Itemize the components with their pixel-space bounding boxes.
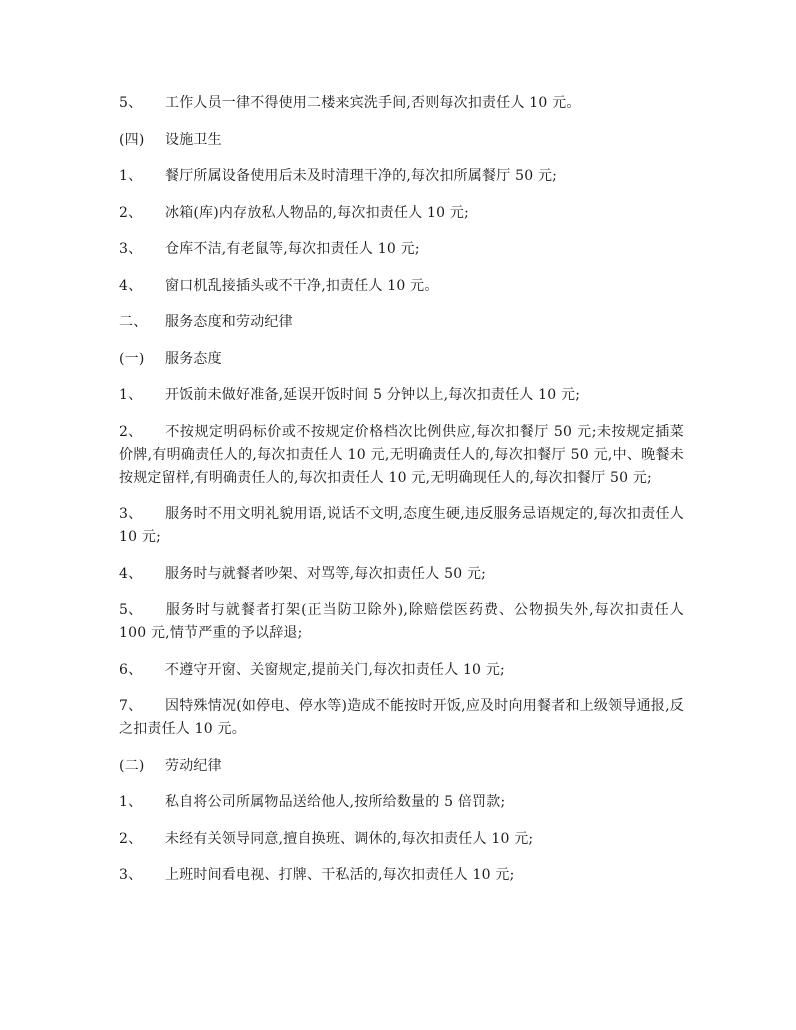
paragraph-1 — [119, 92, 684, 115]
item-text: 开饭前未做好准备,延误开饭时间 5 分钟以上,每次扣责任人 10 元; — [165, 387, 581, 403]
item-number: 1、 — [119, 168, 143, 184]
item-number: (四) — [119, 131, 145, 148]
paragraph-13 — [119, 599, 684, 645]
item-number: 4、 — [119, 277, 143, 294]
item-number: (二) — [119, 757, 145, 774]
paragraph-9 — [119, 384, 684, 407]
item-number: 3、 — [119, 241, 143, 257]
item-text: 服务态度 — [165, 350, 222, 367]
paragraph-12 — [119, 563, 684, 586]
paragraph-5 — [119, 238, 684, 261]
item-number: 2、 — [119, 204, 143, 221]
section-heading-service-attitude — [119, 348, 684, 371]
section-heading-service-discipline — [119, 311, 684, 334]
item-number: 1、 — [119, 387, 143, 403]
item-text: 劳动纪律 — [165, 757, 222, 774]
item-number: 5、 — [119, 602, 143, 618]
item-number: 3、 — [119, 867, 143, 883]
document-page — [119, 92, 684, 901]
paragraph-18 — [119, 828, 684, 851]
item-text: 不按规定明码标价或不按规定价格档次比例供应,每次扣餐厅 50 元;未按规定插菜价牌,有明确责任人的,每次扣责任人 10 元,无明确责任人的,每次扣餐厅 50 元,中、晚餐未按规定留样,有明确责任人的,每次扣责任人 10 元,无明确现任人的,每次扣餐厅 50 元; — [119, 423, 684, 486]
paragraph-10 — [119, 421, 684, 490]
paragraph-6 — [119, 275, 684, 298]
section-heading-facility-hygiene — [119, 129, 684, 152]
item-number: (一) — [119, 350, 145, 367]
paragraph-11 — [119, 503, 684, 549]
item-number: 3、 — [119, 506, 143, 522]
item-number: 6、 — [119, 661, 143, 678]
section-heading-labor-discipline — [119, 755, 684, 778]
item-text: 服务时与就餐者吵架、对骂等,每次扣责任人 50 元; — [165, 565, 487, 582]
item-text: 私自将公司所属物品送给他人,按所给数量的 5 倍罚款; — [165, 794, 506, 810]
paragraph-17 — [119, 791, 684, 814]
item-text: 因特殊情况(如停电、停水等)造成不能按时开饭,应及时向用餐者和上级领导通报,反之扣责任人 10 元。 — [119, 698, 684, 737]
item-text: 上班时间看电视、打牌、干私活的,每次扣责任人 10 元; — [165, 867, 515, 883]
item-number: 7、 — [119, 698, 143, 714]
item-number: 2、 — [119, 830, 143, 847]
item-text: 不遵守开窗、关窗规定,提前关门,每次扣责任人 10 元; — [165, 661, 505, 678]
item-number: 5、 — [119, 95, 143, 111]
item-number: 4、 — [119, 565, 143, 582]
paragraph-15 — [119, 695, 684, 741]
item-text: 窗口机乱接插头或不干净,扣责任人 10 元。 — [165, 277, 439, 294]
item-number: 2、 — [119, 423, 143, 440]
item-text: 服务时不用文明礼貌用语,说话不文明,态度生硬,违反服务忌语规定的,每次扣责任人 10 元; — [119, 506, 684, 545]
item-text: 工作人员一律不得使用二楼来宾洗手间,否则每次扣责任人 10 元。 — [165, 95, 581, 111]
paragraph-19 — [119, 864, 684, 887]
item-number: 1、 — [119, 794, 143, 810]
item-text: 未经有关领导同意,擅自换班、调休的,每次扣责任人 10 元; — [165, 830, 534, 847]
item-text: 服务时与就餐者打架(正当防卫除外),除赔偿医药费、公物损失外,每次扣责任人 100 元,情节严重的予以辞退; — [119, 602, 684, 641]
item-text: 餐厅所属设备使用后未及时清理干净的,每次扣所属餐厅 50 元; — [165, 168, 558, 184]
paragraph-4 — [119, 202, 684, 225]
item-text: 仓库不洁,有老鼠等,每次扣责任人 10 元; — [165, 241, 420, 257]
paragraph-14 — [119, 659, 684, 682]
item-text: 设施卫生 — [165, 131, 222, 148]
item-text: 服务态度和劳动纪律 — [165, 314, 293, 330]
paragraph-3 — [119, 165, 684, 188]
item-text: 冰箱(库)内存放私人物品的,每次扣责任人 10 元; — [165, 204, 470, 221]
item-number: 二、 — [119, 314, 148, 330]
